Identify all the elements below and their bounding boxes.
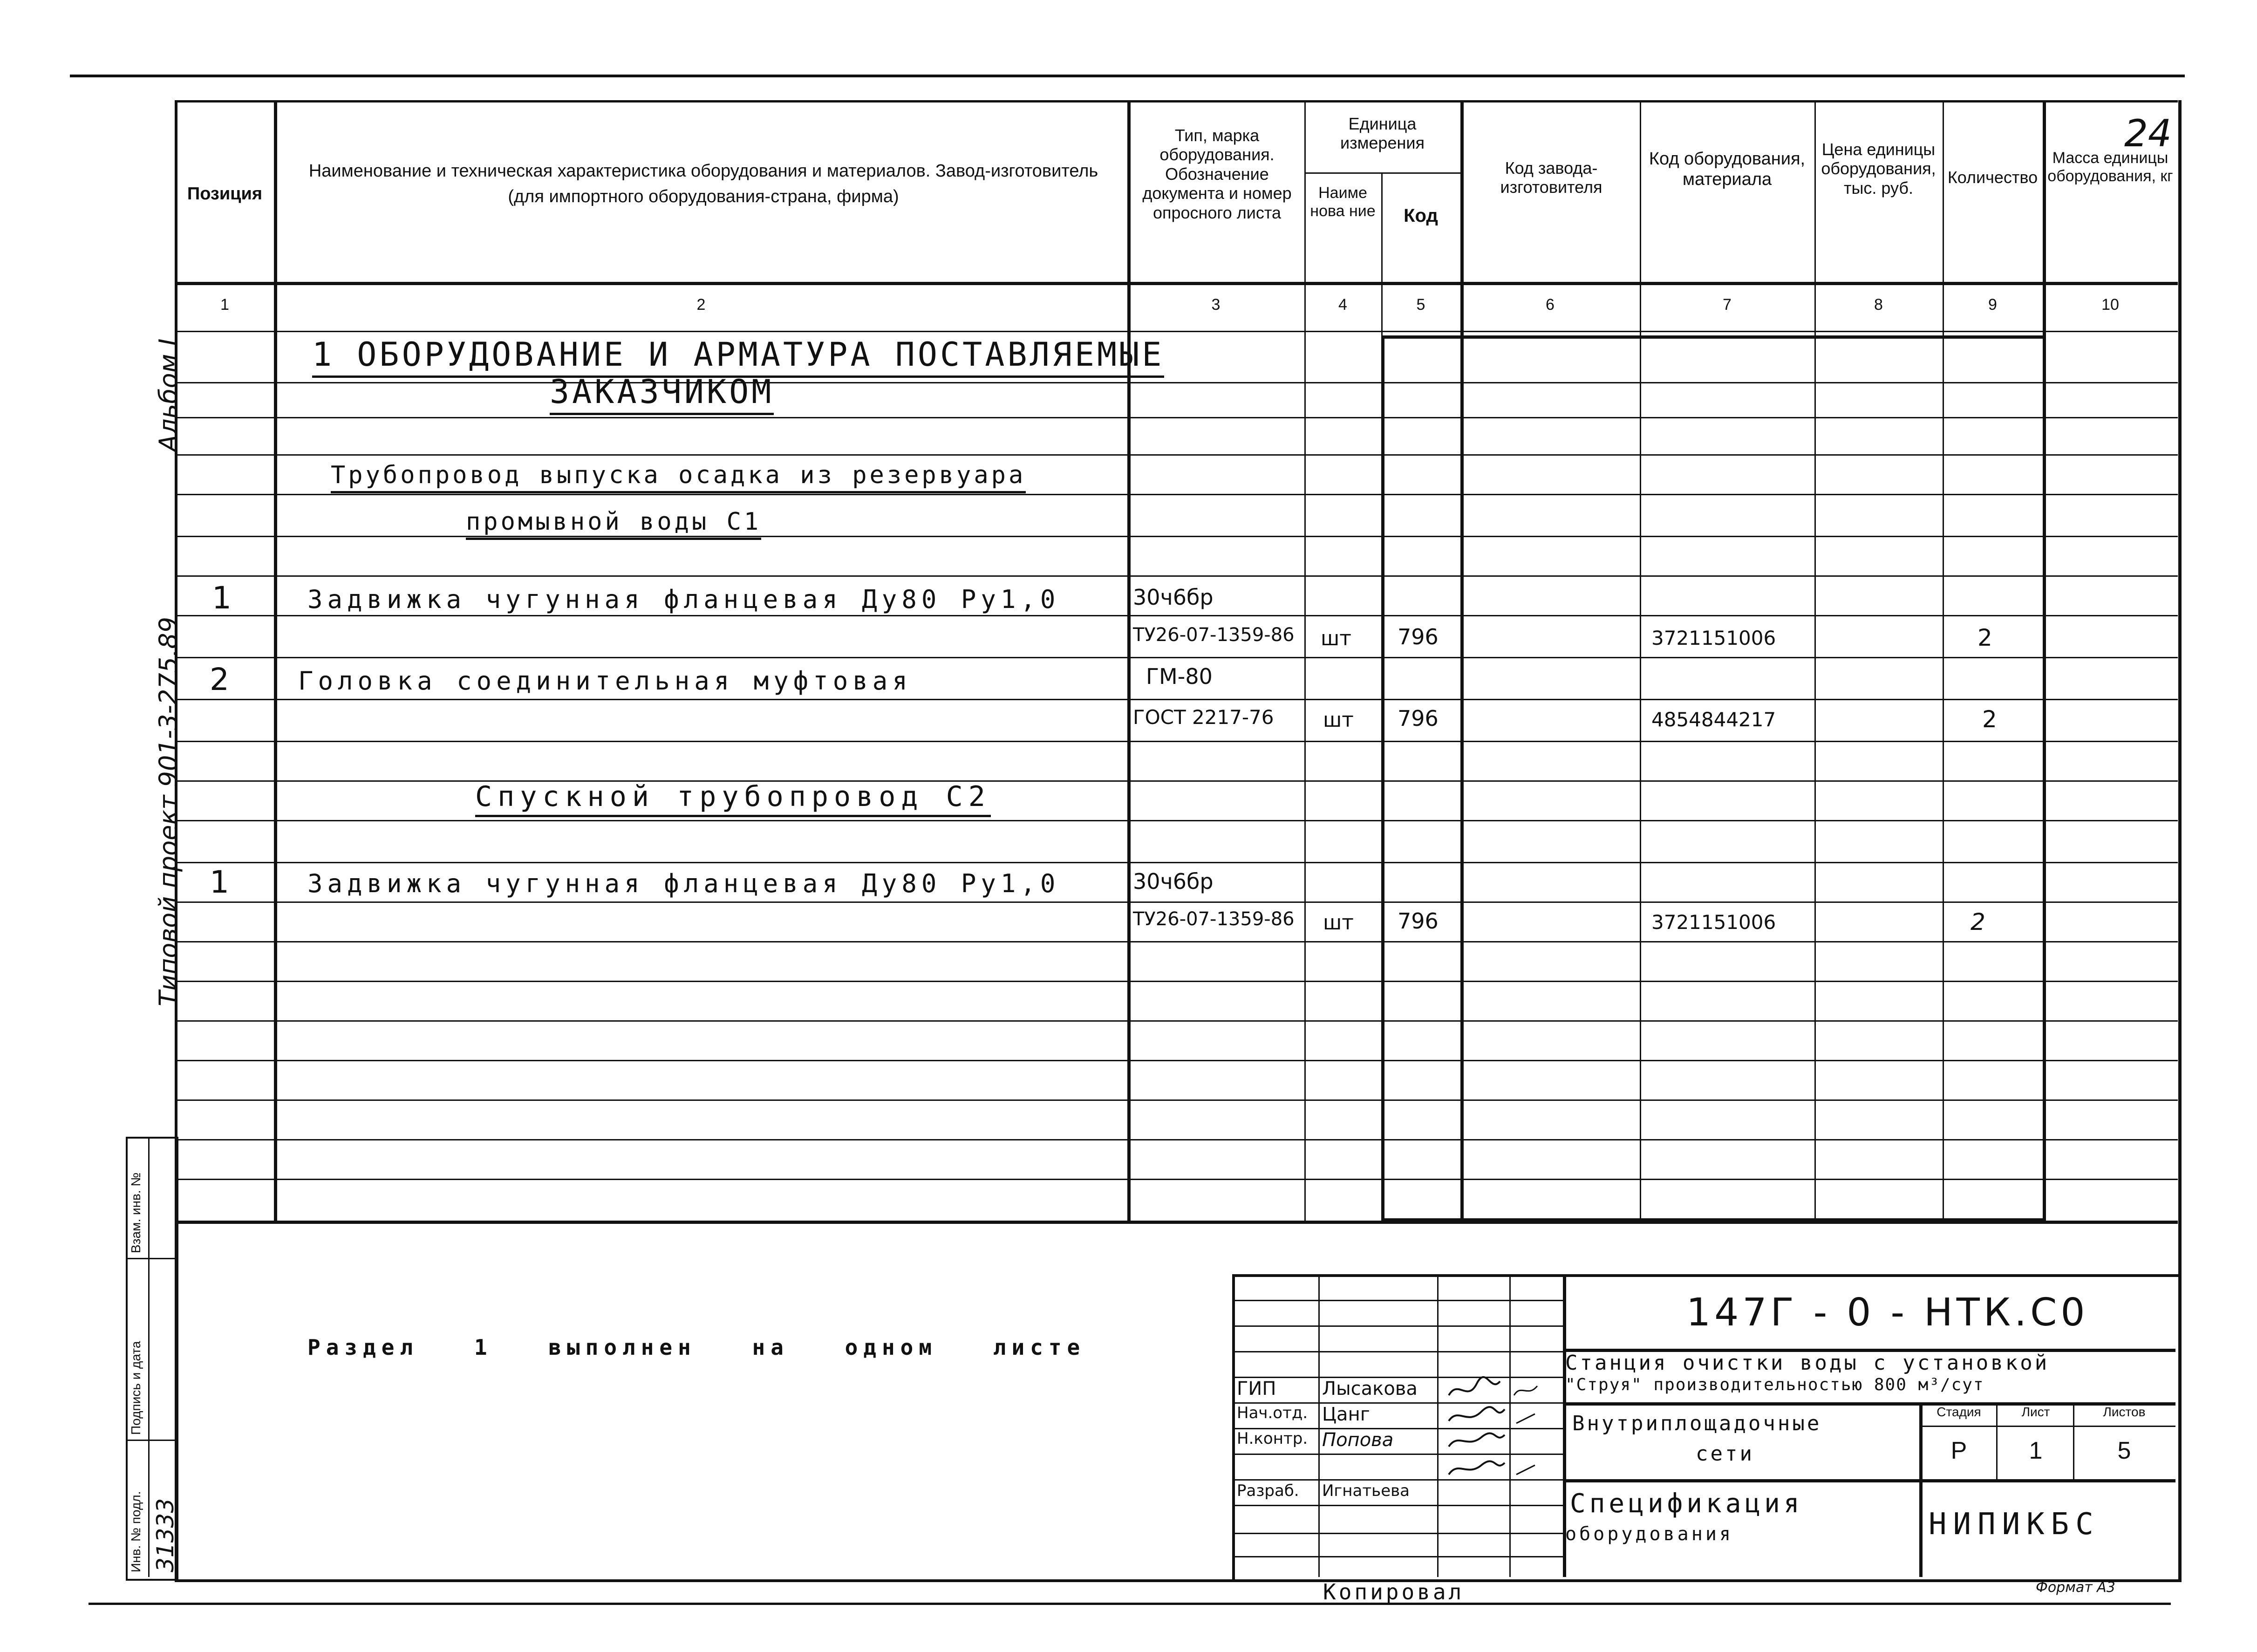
header-type: Тип, марка оборудования. Обозначение документа и номер опросного листа (1142, 126, 1292, 222)
item-type: 30ч6бр (1133, 585, 1214, 610)
item-qty: 2 (1982, 706, 1997, 733)
subsection-1-line2: промывной воды С1 (466, 508, 761, 536)
header-unit-code: Код (1404, 205, 1438, 226)
stage-label: Стадия (1937, 1405, 1981, 1419)
item-position: 1 (212, 580, 232, 616)
col-line (1943, 100, 1944, 1223)
organization: НИПИКБС (1929, 1507, 2100, 1542)
tb-line (1232, 1325, 1563, 1327)
section-note: Раздел 1 выполнен на одном листе (307, 1335, 1086, 1360)
stage-value: Р (1950, 1437, 1967, 1464)
header-unit-name: Наиме нова ние (1310, 184, 1376, 220)
col-number: 6 (1546, 296, 1555, 314)
tb-line (1563, 1479, 2175, 1482)
tb-line (1232, 1533, 1563, 1534)
col-line (2043, 100, 2046, 1223)
item-name: Задвижка чугунная фланцевая Ду80 Ру1,0 (307, 585, 1060, 614)
left-stamp-divider (148, 1137, 150, 1577)
tb-line (1996, 1402, 1998, 1479)
object-name-line1: Станция очистки воды с установкой (1565, 1351, 2050, 1375)
tb-line (2073, 1402, 2074, 1479)
item-name: Головка соединительная муфтовая (298, 666, 912, 696)
box-line (1381, 335, 2045, 339)
col-line (1127, 100, 1131, 1223)
sheet-title-line2: оборудования (1565, 1523, 1733, 1545)
role-developer: Разраб. (1237, 1481, 1299, 1500)
item-equip-code: 3721151006 (1651, 627, 1776, 649)
part-name-line2: сети (1696, 1442, 1754, 1466)
name-gip: Лысакова (1322, 1378, 1418, 1399)
tb-line (1232, 1300, 1563, 1301)
col-line (1640, 100, 1641, 1223)
row-line (175, 1060, 2178, 1061)
header-factory-code: Код завода-изготовителя (1500, 158, 1602, 197)
row-line (175, 981, 2178, 982)
item-unit-code: 796 (1398, 624, 1439, 649)
sheet-label: Лист (2021, 1405, 2050, 1419)
col-number: 4 (1338, 296, 1347, 314)
tb-line (1232, 1556, 1563, 1557)
project-label: Типовой проект 901-3-275.89 (154, 617, 183, 1006)
unit-divider (1304, 172, 1460, 174)
doc-code: 147Г - 0 - НТК.С0 (1686, 1290, 2089, 1335)
item-position: 1 (210, 864, 229, 900)
stamp-original-inv: Инв. № подл. (129, 1491, 143, 1572)
item-unit-code: 796 (1398, 706, 1439, 731)
item-equip-code: 4854844217 (1651, 708, 1776, 731)
name-developer: Игнатьева (1322, 1481, 1410, 1500)
row-line (175, 941, 2178, 942)
left-stamp-divider (126, 1440, 175, 1441)
object-name-line2: "Струя" производительностью 800 м³/сут (1565, 1375, 1984, 1394)
tb-line (1437, 1274, 1439, 1577)
bottom-rule (89, 1603, 2171, 1605)
top-rule (70, 75, 2185, 77)
row-line (175, 741, 2178, 742)
row-line (175, 1139, 2178, 1140)
stamp-replaced-inv: Взам. инв. № (129, 1172, 143, 1253)
tb-line (1318, 1274, 1320, 1577)
row-line (175, 494, 2178, 495)
sheet-title-line1: Спецификация (1570, 1488, 1803, 1519)
stamp-signature-date: Подпись и дата (129, 1341, 143, 1435)
role-control: Н.контр. (1237, 1429, 1308, 1448)
row-line (175, 1020, 2178, 1022)
row-line (175, 862, 2178, 863)
name-control: Попова (1322, 1429, 1394, 1451)
item-qty: 2 (1971, 908, 1985, 935)
item-qty: 2 (1977, 624, 1992, 651)
col-line (1814, 100, 1816, 1223)
item-type: ГМ-80 (1146, 664, 1213, 689)
col-line (274, 100, 277, 1223)
item-position: 2 (210, 662, 229, 697)
numbers-bottom (175, 331, 2178, 332)
row-line (175, 1179, 2178, 1180)
col-number: 9 (1988, 296, 1997, 314)
row-line (175, 615, 2178, 616)
section-title-line1: 1 ОБОРУДОВАНИЕ И АРМАТУРА ПОСТАВЛЯЕМЫЕ (312, 335, 1164, 374)
col-number: 5 (1416, 296, 1425, 314)
header-bottom (175, 282, 2178, 285)
header-mass: Масса единицы оборудования, кг (2047, 149, 2173, 185)
item-unit: шт (1323, 911, 1354, 935)
tb-line (1919, 1402, 1923, 1577)
frame-top (175, 100, 2178, 102)
item-doc: ТУ26-07-1359-86 (1133, 624, 1295, 646)
col-number: 2 (696, 296, 706, 314)
row-line (175, 575, 2178, 577)
header-equip-code: Код оборудования, материала (1649, 149, 1806, 189)
format-label: Формат А3 (2036, 1579, 2115, 1596)
row-line (175, 417, 2178, 418)
row-line (175, 454, 2178, 456)
item-equip-code: 3721151006 (1651, 911, 1776, 934)
part-name-line1: Внутриплощадочные (1572, 1412, 1822, 1435)
tb-line (1919, 1426, 2175, 1427)
col-number: 7 (1723, 296, 1732, 314)
row-line (175, 657, 2178, 658)
row-line (175, 699, 2178, 700)
role-head: Нач.отд. (1237, 1404, 1308, 1422)
section-title-line2: ЗАКАЗЧИКОМ (550, 373, 774, 411)
col-number: 10 (2101, 296, 2119, 314)
header-price: Цена единицы оборудования, тыс. руб. (1821, 140, 1936, 198)
col-line (1304, 100, 1306, 1223)
header-position: Позиция (187, 184, 263, 204)
row-line (175, 1099, 2178, 1101)
item-unit: шт (1323, 708, 1354, 732)
row-line (175, 382, 2178, 383)
table-bottom (175, 1221, 2178, 1224)
tb-line (1232, 1351, 1563, 1352)
subsection-1-line1: Трубопровод выпуска осадка из резервуара (331, 461, 1026, 489)
name-head: Цанг (1322, 1404, 1370, 1425)
item-doc: ГОСТ 2217-76 (1133, 706, 1274, 729)
inv-number: 31333 (152, 1498, 179, 1572)
album-label: Альбом I (154, 338, 183, 452)
col-number: 1 (220, 296, 229, 314)
item-unit-code: 796 (1398, 908, 1439, 934)
header-name: Наименование и техническая характеристика оборудования и материалов. Завод-изготовитель (для импортного оборудования-страна, фирма) (308, 161, 1098, 207)
tb-line (1232, 1505, 1563, 1506)
box-line (1381, 335, 1384, 1221)
signatures (1439, 1374, 1561, 1486)
item-name: Задвижка чугунная фланцевая Ду80 Ру1,0 (307, 869, 1060, 898)
item-type: 30ч6бр (1133, 869, 1214, 894)
page-number: 24 (2124, 112, 2172, 155)
header-unit-group: Единица измерения (1340, 114, 1425, 153)
sheet-value: 1 (2029, 1437, 2043, 1464)
col-line (1460, 100, 1464, 1223)
sheets-value: 5 (2117, 1437, 2131, 1464)
subsection-2: Спускной трубопровод С2 (475, 780, 991, 813)
col-number: 8 (1874, 296, 1883, 314)
role-gip: ГИП (1237, 1378, 1276, 1399)
row-line (175, 901, 2178, 903)
item-doc: ТУ26-07-1359-86 (1133, 908, 1295, 930)
copied-label: Копировал (1323, 1579, 1465, 1604)
row-line (175, 820, 2178, 821)
header-qty: Количество (1947, 168, 2038, 187)
sheets-label: Листов (2103, 1405, 2146, 1419)
col-number: 3 (1211, 296, 1221, 314)
item-unit: шт (1321, 627, 1351, 650)
left-stamp-divider (126, 1258, 175, 1259)
